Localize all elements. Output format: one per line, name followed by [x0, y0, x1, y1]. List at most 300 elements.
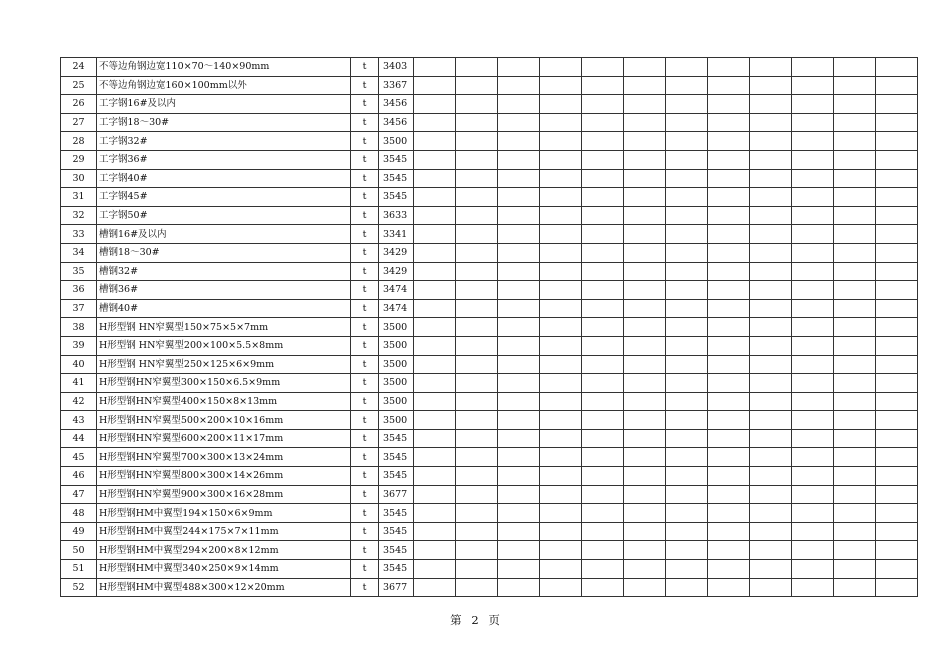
- item-name-cell: H形型钢 HN窄翼型250×125×6×9mm: [97, 355, 351, 374]
- empty-cell: [750, 262, 792, 281]
- empty-cell: [876, 132, 918, 151]
- empty-cell: [456, 541, 498, 560]
- empty-cell: [666, 188, 708, 207]
- empty-cell: [456, 281, 498, 300]
- empty-cell: [750, 578, 792, 597]
- price-table: [60, 57, 918, 597]
- empty-cell: [834, 448, 876, 467]
- empty-cell: [624, 560, 666, 579]
- item-name-cell: H形型钢HN窄翼型400×150×8×13mm: [97, 392, 351, 411]
- table-row: [61, 336, 918, 355]
- empty-cell: [414, 299, 456, 318]
- empty-cell: [666, 355, 708, 374]
- empty-cell: [456, 429, 498, 448]
- unit-cell: t: [351, 541, 379, 560]
- empty-cell: [456, 392, 498, 411]
- empty-cell: [540, 522, 582, 541]
- empty-cell: [624, 243, 666, 262]
- item-name-cell: 槽钢36#: [97, 281, 351, 300]
- table-row: [61, 95, 918, 114]
- empty-cell: [834, 299, 876, 318]
- empty-cell: [582, 132, 624, 151]
- price-cell: 3474: [379, 281, 414, 300]
- empty-cell: [708, 95, 750, 114]
- page-footer: [0, 612, 950, 628]
- empty-cell: [456, 504, 498, 523]
- price-cell: 3403: [379, 58, 414, 77]
- item-name-cell: H形型钢HN窄翼型300×150×6.5×9mm: [97, 374, 351, 393]
- empty-cell: [498, 262, 540, 281]
- empty-cell: [834, 188, 876, 207]
- table-row: [61, 504, 918, 523]
- empty-cell: [498, 132, 540, 151]
- row-number-cell: 44: [61, 429, 97, 448]
- item-name-cell: H形型钢 HN窄翼型150×75×5×7mm: [97, 318, 351, 337]
- table-row: [61, 243, 918, 262]
- empty-cell: [540, 541, 582, 560]
- empty-cell: [834, 485, 876, 504]
- empty-cell: [624, 448, 666, 467]
- empty-cell: [498, 578, 540, 597]
- empty-cell: [456, 95, 498, 114]
- empty-cell: [414, 169, 456, 188]
- empty-cell: [750, 281, 792, 300]
- table-row: [61, 485, 918, 504]
- empty-cell: [498, 448, 540, 467]
- empty-cell: [456, 58, 498, 77]
- empty-cell: [498, 318, 540, 337]
- price-cell: 3545: [379, 169, 414, 188]
- empty-cell: [792, 392, 834, 411]
- empty-cell: [834, 355, 876, 374]
- price-cell: 3341: [379, 225, 414, 244]
- empty-cell: [792, 113, 834, 132]
- empty-cell: [708, 336, 750, 355]
- item-name-cell: H形型钢HN窄翼型500×200×10×16mm: [97, 411, 351, 430]
- empty-cell: [414, 522, 456, 541]
- empty-cell: [666, 150, 708, 169]
- empty-cell: [792, 76, 834, 95]
- empty-cell: [540, 411, 582, 430]
- item-name-cell: H形型钢HM中翼型194×150×6×9mm: [97, 504, 351, 523]
- empty-cell: [792, 504, 834, 523]
- empty-cell: [666, 541, 708, 560]
- empty-cell: [540, 76, 582, 95]
- unit-cell: t: [351, 504, 379, 523]
- empty-cell: [876, 169, 918, 188]
- item-name-cell: H形型钢HM中翼型340×250×9×14mm: [97, 560, 351, 579]
- empty-cell: [834, 429, 876, 448]
- price-cell: 3545: [379, 448, 414, 467]
- empty-cell: [708, 448, 750, 467]
- empty-cell: [750, 485, 792, 504]
- empty-cell: [498, 58, 540, 77]
- empty-cell: [750, 504, 792, 523]
- item-name-cell: H形型钢HN窄翼型800×300×14×26mm: [97, 467, 351, 486]
- empty-cell: [834, 541, 876, 560]
- empty-cell: [540, 243, 582, 262]
- empty-cell: [624, 113, 666, 132]
- row-number-cell: 47: [61, 485, 97, 504]
- empty-cell: [792, 299, 834, 318]
- empty-cell: [792, 560, 834, 579]
- table-row: [61, 355, 918, 374]
- price-cell: 3500: [379, 392, 414, 411]
- empty-cell: [414, 541, 456, 560]
- empty-cell: [834, 169, 876, 188]
- empty-cell: [624, 169, 666, 188]
- empty-cell: [708, 281, 750, 300]
- unit-cell: t: [351, 392, 379, 411]
- table-row: [61, 578, 918, 597]
- empty-cell: [624, 392, 666, 411]
- empty-cell: [498, 169, 540, 188]
- empty-cell: [540, 467, 582, 486]
- empty-cell: [708, 522, 750, 541]
- empty-cell: [582, 150, 624, 169]
- item-name-cell: 工字钢16#及以内: [97, 95, 351, 114]
- row-number-cell: 41: [61, 374, 97, 393]
- empty-cell: [414, 355, 456, 374]
- empty-cell: [792, 58, 834, 77]
- empty-cell: [666, 448, 708, 467]
- empty-cell: [792, 188, 834, 207]
- price-cell: 3500: [379, 411, 414, 430]
- unit-cell: t: [351, 485, 379, 504]
- empty-cell: [456, 206, 498, 225]
- empty-cell: [582, 95, 624, 114]
- empty-cell: [708, 392, 750, 411]
- empty-cell: [666, 392, 708, 411]
- empty-cell: [498, 188, 540, 207]
- empty-cell: [582, 281, 624, 300]
- table-row: [61, 467, 918, 486]
- unit-cell: t: [351, 132, 379, 151]
- empty-cell: [666, 58, 708, 77]
- empty-cell: [750, 58, 792, 77]
- row-number-cell: 45: [61, 448, 97, 467]
- unit-cell: t: [351, 58, 379, 77]
- empty-cell: [456, 578, 498, 597]
- empty-cell: [750, 225, 792, 244]
- empty-cell: [456, 522, 498, 541]
- empty-cell: [876, 429, 918, 448]
- row-number-cell: 26: [61, 95, 97, 114]
- empty-cell: [498, 560, 540, 579]
- empty-cell: [540, 392, 582, 411]
- empty-cell: [414, 150, 456, 169]
- empty-cell: [834, 522, 876, 541]
- empty-cell: [792, 578, 834, 597]
- empty-cell: [750, 560, 792, 579]
- empty-cell: [708, 132, 750, 151]
- table-row: [61, 318, 918, 337]
- empty-cell: [498, 467, 540, 486]
- unit-cell: t: [351, 150, 379, 169]
- empty-cell: [498, 95, 540, 114]
- row-number-cell: 36: [61, 281, 97, 300]
- empty-cell: [582, 374, 624, 393]
- empty-cell: [876, 522, 918, 541]
- row-number-cell: 33: [61, 225, 97, 244]
- empty-cell: [498, 429, 540, 448]
- item-name-cell: H形型钢HN窄翼型700×300×13×24mm: [97, 448, 351, 467]
- empty-cell: [456, 560, 498, 579]
- empty-cell: [624, 150, 666, 169]
- empty-cell: [498, 411, 540, 430]
- empty-cell: [876, 225, 918, 244]
- empty-cell: [582, 504, 624, 523]
- empty-cell: [750, 299, 792, 318]
- empty-cell: [750, 429, 792, 448]
- empty-cell: [876, 206, 918, 225]
- empty-cell: [414, 504, 456, 523]
- empty-cell: [456, 299, 498, 318]
- table-row: [61, 262, 918, 281]
- empty-cell: [624, 467, 666, 486]
- empty-cell: [624, 95, 666, 114]
- empty-cell: [834, 281, 876, 300]
- empty-cell: [834, 578, 876, 597]
- empty-cell: [540, 429, 582, 448]
- empty-cell: [792, 355, 834, 374]
- unit-cell: t: [351, 467, 379, 486]
- row-number-cell: 48: [61, 504, 97, 523]
- empty-cell: [834, 150, 876, 169]
- row-number-cell: 28: [61, 132, 97, 151]
- unit-cell: t: [351, 281, 379, 300]
- empty-cell: [834, 336, 876, 355]
- empty-cell: [414, 58, 456, 77]
- unit-cell: t: [351, 243, 379, 262]
- empty-cell: [708, 318, 750, 337]
- table-row: [61, 411, 918, 430]
- empty-cell: [540, 225, 582, 244]
- empty-cell: [498, 206, 540, 225]
- unit-cell: t: [351, 336, 379, 355]
- empty-cell: [582, 429, 624, 448]
- empty-cell: [792, 448, 834, 467]
- empty-cell: [582, 467, 624, 486]
- empty-cell: [666, 113, 708, 132]
- unit-cell: t: [351, 206, 379, 225]
- empty-cell: [750, 188, 792, 207]
- empty-cell: [708, 485, 750, 504]
- row-number-cell: 52: [61, 578, 97, 597]
- empty-cell: [876, 281, 918, 300]
- empty-cell: [414, 132, 456, 151]
- empty-cell: [708, 429, 750, 448]
- empty-cell: [666, 225, 708, 244]
- item-name-cell: 工字钢36#: [97, 150, 351, 169]
- empty-cell: [456, 467, 498, 486]
- item-name-cell: 工字钢40#: [97, 169, 351, 188]
- empty-cell: [834, 95, 876, 114]
- table-row: [61, 448, 918, 467]
- row-number-cell: 49: [61, 522, 97, 541]
- empty-cell: [540, 560, 582, 579]
- empty-cell: [792, 225, 834, 244]
- table-row: [61, 169, 918, 188]
- empty-cell: [708, 262, 750, 281]
- item-name-cell: H形型钢HN窄翼型600×200×11×17mm: [97, 429, 351, 448]
- empty-cell: [834, 467, 876, 486]
- empty-cell: [540, 150, 582, 169]
- unit-cell: t: [351, 578, 379, 597]
- row-number-cell: 40: [61, 355, 97, 374]
- item-name-cell: 槽钢16#及以内: [97, 225, 351, 244]
- empty-cell: [414, 411, 456, 430]
- empty-cell: [708, 169, 750, 188]
- empty-cell: [624, 374, 666, 393]
- table-row: [61, 132, 918, 151]
- empty-cell: [876, 374, 918, 393]
- empty-cell: [666, 243, 708, 262]
- empty-cell: [792, 522, 834, 541]
- empty-cell: [666, 522, 708, 541]
- empty-cell: [498, 485, 540, 504]
- empty-cell: [582, 299, 624, 318]
- row-number-cell: 35: [61, 262, 97, 281]
- item-name-cell: 不等边角钢边宽110×70～140×90mm: [97, 58, 351, 77]
- empty-cell: [582, 206, 624, 225]
- unit-cell: t: [351, 374, 379, 393]
- empty-cell: [540, 188, 582, 207]
- empty-cell: [540, 578, 582, 597]
- empty-cell: [750, 318, 792, 337]
- price-cell: 3500: [379, 318, 414, 337]
- row-number-cell: 24: [61, 58, 97, 77]
- empty-cell: [456, 188, 498, 207]
- empty-cell: [792, 336, 834, 355]
- empty-cell: [540, 318, 582, 337]
- empty-cell: [708, 560, 750, 579]
- empty-cell: [540, 58, 582, 77]
- empty-cell: [750, 374, 792, 393]
- empty-cell: [876, 504, 918, 523]
- empty-cell: [792, 318, 834, 337]
- item-name-cell: 槽钢40#: [97, 299, 351, 318]
- empty-cell: [414, 467, 456, 486]
- price-cell: 3545: [379, 504, 414, 523]
- empty-cell: [540, 336, 582, 355]
- price-cell: 3500: [379, 132, 414, 151]
- item-name-cell: 工字钢18～30#: [97, 113, 351, 132]
- empty-cell: [750, 355, 792, 374]
- empty-cell: [792, 150, 834, 169]
- empty-cell: [582, 243, 624, 262]
- empty-cell: [414, 429, 456, 448]
- item-name-cell: 不等边角钢边宽160×100mm以外: [97, 76, 351, 95]
- empty-cell: [876, 262, 918, 281]
- table-row: [61, 76, 918, 95]
- empty-cell: [540, 113, 582, 132]
- empty-cell: [792, 281, 834, 300]
- item-name-cell: 工字钢32#: [97, 132, 351, 151]
- empty-cell: [708, 76, 750, 95]
- empty-cell: [582, 392, 624, 411]
- empty-cell: [456, 318, 498, 337]
- empty-cell: [876, 355, 918, 374]
- empty-cell: [792, 411, 834, 430]
- empty-cell: [582, 485, 624, 504]
- empty-cell: [414, 206, 456, 225]
- empty-cell: [834, 113, 876, 132]
- row-number-cell: 39: [61, 336, 97, 355]
- price-cell: 3545: [379, 188, 414, 207]
- empty-cell: [792, 206, 834, 225]
- price-cell: 3545: [379, 522, 414, 541]
- empty-cell: [666, 374, 708, 393]
- empty-cell: [750, 169, 792, 188]
- empty-cell: [624, 262, 666, 281]
- empty-cell: [624, 355, 666, 374]
- item-name-cell: H形型钢HM中翼型294×200×8×12mm: [97, 541, 351, 560]
- empty-cell: [834, 411, 876, 430]
- empty-cell: [666, 504, 708, 523]
- empty-cell: [498, 281, 540, 300]
- price-cell: 3456: [379, 95, 414, 114]
- empty-cell: [498, 150, 540, 169]
- unit-cell: t: [351, 429, 379, 448]
- empty-cell: [456, 262, 498, 281]
- empty-cell: [498, 113, 540, 132]
- empty-cell: [666, 318, 708, 337]
- empty-cell: [624, 132, 666, 151]
- empty-cell: [750, 113, 792, 132]
- item-name-cell: H形型钢HN窄翼型900×300×16×28mm: [97, 485, 351, 504]
- empty-cell: [456, 374, 498, 393]
- empty-cell: [414, 374, 456, 393]
- empty-cell: [624, 281, 666, 300]
- empty-cell: [876, 188, 918, 207]
- price-cell: 3633: [379, 206, 414, 225]
- empty-cell: [834, 243, 876, 262]
- unit-cell: t: [351, 411, 379, 430]
- empty-cell: [498, 374, 540, 393]
- empty-cell: [456, 169, 498, 188]
- empty-cell: [498, 225, 540, 244]
- empty-cell: [582, 448, 624, 467]
- price-cell: 3545: [379, 541, 414, 560]
- empty-cell: [582, 560, 624, 579]
- empty-cell: [414, 95, 456, 114]
- price-cell: 3456: [379, 113, 414, 132]
- empty-cell: [708, 113, 750, 132]
- empty-cell: [876, 467, 918, 486]
- table-row: [61, 541, 918, 560]
- empty-cell: [624, 206, 666, 225]
- empty-cell: [666, 299, 708, 318]
- empty-cell: [834, 206, 876, 225]
- empty-cell: [834, 318, 876, 337]
- empty-cell: [834, 504, 876, 523]
- row-number-cell: 50: [61, 541, 97, 560]
- page-footer-prefix: 第: [450, 613, 462, 627]
- empty-cell: [624, 225, 666, 244]
- unit-cell: t: [351, 318, 379, 337]
- price-cell: 3367: [379, 76, 414, 95]
- empty-cell: [792, 467, 834, 486]
- empty-cell: [456, 150, 498, 169]
- empty-cell: [624, 336, 666, 355]
- empty-cell: [624, 188, 666, 207]
- item-name-cell: 槽钢18～30#: [97, 243, 351, 262]
- empty-cell: [750, 448, 792, 467]
- empty-cell: [666, 206, 708, 225]
- empty-cell: [582, 318, 624, 337]
- empty-cell: [792, 429, 834, 448]
